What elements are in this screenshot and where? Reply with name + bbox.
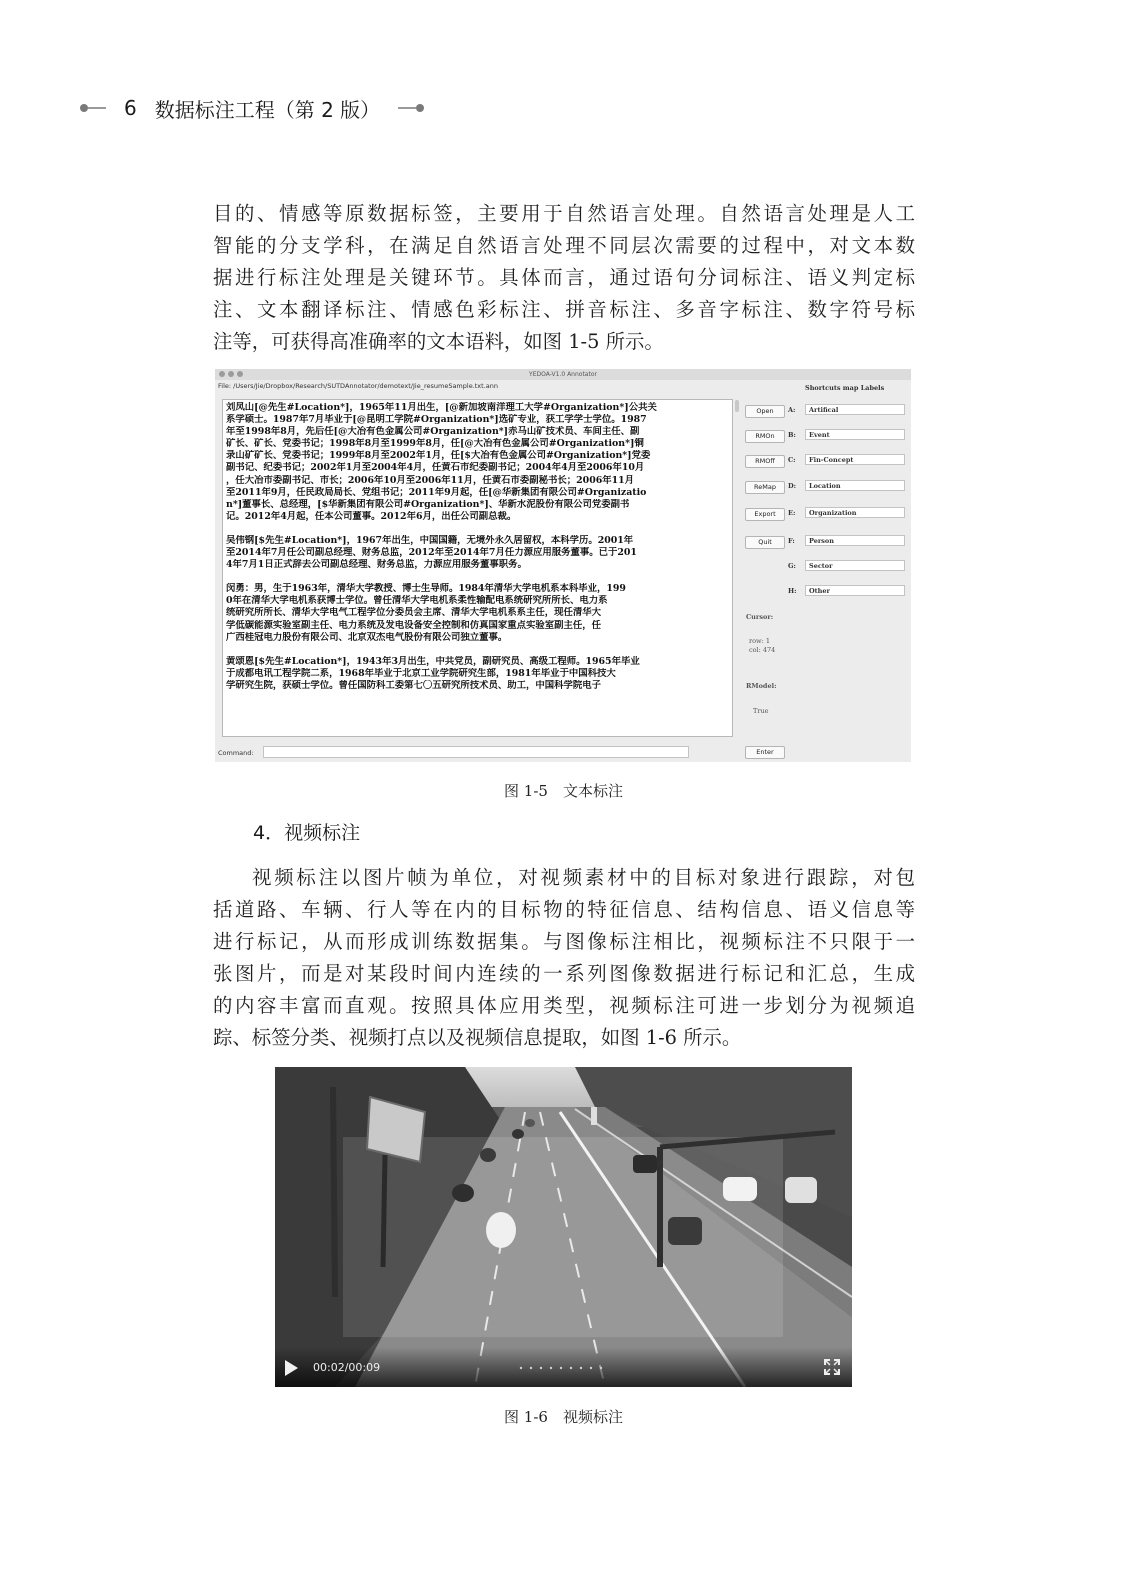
rmon-button[interactable]: RMOn (745, 430, 785, 443)
text-line: 0年在清华大学电机系获博士学位。曾任清华大学电机系柔性输配电系统研究所所长、电力系 (226, 595, 608, 607)
rmodel-value: True (753, 707, 769, 715)
text-line: 副书记、纪委书记；2002年1月至2004年4月，任黄石市纪委副书记；2004年4月至2006年10月 (226, 462, 645, 474)
play-icon[interactable] (285, 1360, 298, 1376)
text-line: 括道路、车辆、行人等在内的目标物的特征信息、结构信息、语义信息等 (213, 898, 915, 921)
cursor-row: row: 1 (749, 637, 770, 645)
shortcut-label-field[interactable]: Event (805, 429, 905, 440)
section-heading: 4．视频标注 (253, 822, 361, 844)
quit-button[interactable]: Quit (745, 536, 785, 549)
fullscreen-icon[interactable] (824, 1359, 840, 1375)
text-line: 闵勇：男，生于1963年，清华大学教授、博士生导师。1984年清华大学电机系本科毕业，199 (226, 583, 626, 595)
text-line: 矿长、矿长、党委书记；1998年8月至1999年8月，任[@大冶有色金属公司#Organization*]铜 (226, 438, 644, 450)
export-button[interactable]: Export (745, 508, 785, 521)
text-line: 至2011年9月，任民政局局长、党组书记；2011年9月起，任[@华新集团有限公司#Organizatio (226, 486, 647, 498)
shortcut-label-field[interactable]: Other (805, 585, 905, 596)
window-titlebar (215, 369, 911, 380)
text-line: 广西桂冠电力股份有限公司、北京双杰电气股份有限公司独立董事。 (226, 631, 508, 643)
video-time: 00:02/00:09 (313, 1361, 381, 1374)
text-line: 视频标注以图片帧为单位，对视频素材中的目标对象进行跟踪，对包 (252, 866, 915, 889)
shortcut-key: A: (788, 406, 796, 414)
shortcut-key: D: (788, 482, 797, 490)
text-line: 踪、标签分类、视频打点以及视频信息提取，如图 1-6 所示。 (213, 1026, 742, 1049)
header-decoration-left (80, 104, 106, 112)
text-line: 的内容丰富而直观。按照具体应用类型，视频标注可进一步划分为视频追 (213, 994, 915, 1017)
paragraph-2 (213, 862, 915, 1054)
text-line: 注、文本翻译标注、情感色彩标注、拼音标注、多音字标注、数字符号标 (213, 298, 915, 321)
text-line: 录山矿矿长、党委书记；1999年8月至2002年1月，任[$大冶有色金属公司#Organization*]党委 (226, 450, 651, 462)
file-path: File: /Users/Jie/Dropbox/Research/SUTDAnnotator/demotext/Jie_resumeSample.txt.ann (218, 382, 498, 390)
text-line: 黄颂恩[$先生#Location*]，1943年3月出生，中共党员，副研究员、高级工程师。1965年毕业 (226, 655, 640, 667)
shortcut-label-field[interactable]: Sector (805, 560, 905, 571)
text-line: 4年7月1日正式辞去公司副总经理、财务总监，力源应用服务董事职务。 (226, 559, 527, 571)
rmoff-button[interactable]: RMOff (745, 455, 785, 468)
rmodel-label: RModel: (746, 682, 777, 690)
figure-video-annotation (275, 1067, 852, 1387)
text-line: 张图片，而是对某段时间内连续的一系列图像数据进行标记和汇总，生成 (213, 962, 915, 985)
text-line: 系学硕士。1987年7月毕业于[@昆明工学院#Organization*]选矿专业，获工学学士学位。1987 (226, 414, 647, 426)
text-paragraph (226, 583, 729, 643)
figure-6-caption: 图 1-6 视频标注 (504, 1408, 623, 1426)
shortcut-key: B: (788, 431, 796, 439)
figure-5-caption: 图 1-5 文本标注 (504, 782, 623, 800)
text-line: 年至1998年8月，先后任[@大冶有色金属公司#Organization*]赤马山矿技术员、车间主任、副 (226, 426, 640, 438)
video-frame (275, 1067, 852, 1387)
text-line: 吴伟钢[$先生#Location*]，1967年出生，中国国籍，无境外永久居留权，本科学历。2001年 (226, 534, 634, 546)
maximize-window-icon[interactable] (237, 371, 243, 377)
text-paragraph (226, 402, 729, 523)
text-line: 目的、情感等原数据标签，主要用于自然语言处理。自然语言处理是人工 (213, 202, 915, 225)
text-line: 学研究生院，获硕士学位。曾任国防科工委第七〇五研究所技术员、助工，中国科学院电子 (226, 679, 602, 691)
command-input[interactable] (263, 746, 689, 758)
text-paragraph (226, 656, 729, 692)
video-controls (275, 1347, 852, 1387)
remap-button[interactable]: ReMap (745, 481, 785, 494)
text-line: 进行标记，从而形成训练数据集。与图像标注相比，视频标注不只限于一 (213, 930, 915, 953)
close-window-icon[interactable] (219, 371, 225, 377)
shortcuts-title: Shortcuts map Labels (805, 384, 885, 392)
text-line: 统研究所所长、清华大学电气工程学位分委员会主席、清华大学电机系系主任，现任清华大 (226, 607, 602, 619)
paragraph-1 (213, 198, 915, 358)
header-decoration-right (398, 104, 424, 112)
shortcut-label-field[interactable]: Location (805, 480, 905, 491)
text-line: n*]董事长、总经理，[$华新集团有限公司#Organization*]、华新水泥股份有限公司党委副书 (226, 498, 630, 510)
page-number: 6 (124, 96, 137, 120)
enter-button[interactable]: Enter (745, 746, 785, 759)
text-line: 于成都电讯工程学院二系，1968年毕业于北京工业学院研究生部，1981年毕业于中国科技大 (226, 667, 616, 679)
text-line: 记。2012年4月起，任本公司董事。2012年6月，出任公司副总裁。 (226, 510, 517, 522)
text-line: 至2014年7月任公司副总经理、财务总监，2012年至2014年7月任力源应用服务董事。已于201 (226, 547, 637, 559)
annotation-text-area[interactable] (222, 399, 733, 737)
shortcut-key: H: (788, 587, 797, 595)
open-button[interactable]: Open (745, 405, 785, 418)
shortcut-key: E: (788, 509, 796, 517)
text-line: 据进行标注处理是关键环节。具体而言，通过语句分词标注、语义判定标 (213, 266, 915, 289)
command-label: Command: (218, 749, 254, 757)
cursor-col: col: 474 (749, 646, 776, 654)
shortcut-label-field[interactable]: Person (805, 535, 905, 546)
text-line: 学低碳能源实验室副主任、电力系统及发电设备安全控制和仿真国家重点实验室副主任，任 (226, 619, 602, 631)
text-line: 注等，可获得高准确率的文本语料，如图 1-5 所示。 (213, 330, 664, 353)
shortcut-key: G: (788, 562, 796, 570)
text-line: 刘凤山[@先生#Location*]，1965年11月出生，[@新加坡南洋理工大学#Organization*]公共关 (226, 402, 657, 413)
cursor-label: Cursor: (746, 613, 774, 621)
shortcut-label-field[interactable]: Fin-Concept (805, 454, 905, 465)
shortcut-key: F: (788, 537, 795, 545)
running-header (80, 94, 424, 122)
shortcut-label-field[interactable]: Organization (805, 507, 905, 518)
text-paragraph (226, 535, 729, 571)
window-title: YEDOA-V1.0 Annotator (529, 371, 597, 378)
text-line: ，任大冶市委副书记、市长；2006年10月至2006年11月，任黄石市委副秘书长；2006年11月 (226, 474, 635, 486)
shortcut-key: C: (788, 456, 796, 464)
text-line: 智能的分支学科，在满足自然语言处理不同层次需要的过程中，对文本数 (213, 234, 915, 257)
minimize-window-icon[interactable] (228, 371, 234, 377)
text-scrollbar[interactable] (735, 400, 739, 412)
shortcut-label-field[interactable]: Artifical (805, 404, 905, 415)
figure-text-annotation (215, 369, 911, 762)
scrubber-dots[interactable] (519, 1366, 605, 1370)
book-title: 数据标注工程（第 2 版） (154, 97, 381, 122)
